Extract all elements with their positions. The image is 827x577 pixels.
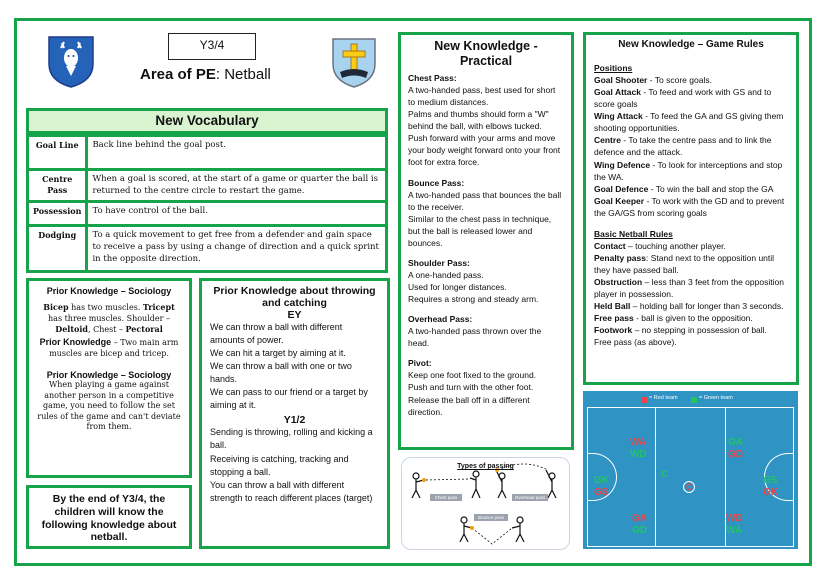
- pivot-title: Pivot:: [408, 358, 432, 369]
- court-top-line: [587, 407, 794, 408]
- y12-line: Receiving is catching, tracking and stopping a ball.: [210, 453, 349, 477]
- game-rules-box: [583, 32, 799, 385]
- practical-box: [398, 32, 574, 450]
- rule-name: Free pass: [594, 313, 634, 324]
- overhead-pass-line: A two-handed pass thrown over the head.: [408, 326, 542, 349]
- court-label-gd-right: GD: [728, 449, 743, 460]
- game-rules-heading: New Knowledge – Game Rules: [618, 39, 764, 50]
- muscles-text: [37, 302, 181, 336]
- court-label-ga-right: GA: [728, 437, 743, 448]
- muscles-text-b: has three muscles. Shoulder –: [48, 313, 170, 323]
- position-desc: - To win the ball and stop the GA: [648, 183, 774, 194]
- shoulder-pass-line: Requires a strong and steady arm.: [408, 294, 539, 305]
- prior-heading-2: Prior Knowledge: [39, 336, 112, 347]
- prior-rules-text: When playing a game against another person in a competitive game, you need to follow the set rules of the game and can't deviate from them.: [37, 380, 181, 432]
- bounce-pass-section: [408, 177, 564, 249]
- position-item: [594, 74, 788, 86]
- passing-image-title: Types of passing: [457, 463, 514, 470]
- shoulder-pass-title: Shoulder Pass:: [408, 257, 470, 268]
- rule-desc: – no stepping in possession of ball.: [632, 325, 767, 336]
- legend-red-label: = Red team: [649, 395, 678, 401]
- ey-line: We can throw a ball with one or two hands.: [210, 361, 352, 385]
- court-label-c-red: C: [686, 482, 693, 492]
- position-item: [594, 86, 788, 110]
- overhead-pass-title: Overhead Pass:: [408, 314, 473, 325]
- vocab-term: Centre Pass: [28, 170, 87, 202]
- rule-item: [594, 300, 788, 312]
- chest-pass-line: A two-handed pass, best used for short to medium distances.: [408, 85, 556, 108]
- practical-heading: New Knowledge - Practical: [434, 39, 538, 68]
- church-crest-icon: [330, 36, 378, 88]
- pivot-line: Release the ball off in a different direction.: [408, 394, 530, 417]
- rule-desc: – touching another player.: [625, 240, 726, 251]
- rule-item: [594, 336, 788, 348]
- prior-muscles: [37, 337, 181, 359]
- passing-types-image: [401, 457, 570, 550]
- shoulder-pass-line: Used for longer distances.: [408, 282, 507, 292]
- court-third-line-left: [655, 407, 656, 547]
- bounce-pass-label: Bounce pass: [477, 515, 505, 520]
- bounce-pass-title: Bounce Pass:: [408, 177, 465, 188]
- position-item: [594, 159, 788, 183]
- legend-green-swatch: [691, 397, 697, 403]
- title-rest: : Netball: [215, 66, 271, 83]
- rule-name: Penalty pass: [594, 252, 646, 263]
- shoulder-pass-section: [408, 257, 564, 305]
- legend-green-label: = Green team: [699, 395, 733, 401]
- shoulder-pass-line: A one-handed pass.: [408, 269, 484, 280]
- chest-pass-line: Push forward with your arms and move your body weight forward onto your front foot for extra force.: [408, 133, 561, 168]
- y12-line: You can throw a ball with different strength to reach different places (target): [210, 479, 373, 503]
- rule-desc: Free pass (as above).: [594, 337, 677, 348]
- muscles-text-c: , Chest –: [88, 325, 126, 335]
- position-desc: - To work with the GD and to prevent the GA/GS from scoring goals: [594, 195, 785, 218]
- title-bold: Area of PE: [140, 66, 216, 83]
- muscles-text-a: has two muscles.: [68, 303, 143, 312]
- prior-sociology-heading-3: Prior Knowledge – Sociology: [46, 370, 172, 381]
- school-crest-icon: [46, 34, 96, 88]
- netball-court-diagram: [583, 391, 798, 549]
- term-bicep: Bicep: [43, 302, 69, 312]
- overhead-pass-label: Overhead pass: [514, 495, 546, 500]
- vocab-row: [28, 226, 387, 272]
- ey-line: We can hit a target by aiming at it.: [210, 348, 346, 359]
- position-name: Goal Shooter: [594, 75, 648, 86]
- end-of-year-box: By the end of Y3/4, the children will know the following knowledge about netball.: [26, 485, 192, 549]
- ey-line: We can throw a ball with different amounts of power.: [210, 322, 343, 346]
- prior-throwing-heading: Prior Knowledge about throwing and catching: [213, 285, 376, 309]
- position-desc: - To feed and work with GS and to score goals: [594, 87, 772, 110]
- position-name: Wing Attack: [594, 111, 643, 122]
- vocabulary-table: [26, 134, 388, 273]
- year-box: Y3/4: [168, 33, 256, 60]
- chest-pass-label: Chest pass: [434, 495, 458, 500]
- pivot-line: Push and turn with the other foot.: [408, 382, 534, 393]
- rules-title: Basic Netball Rules: [594, 228, 673, 239]
- term-deltoid: Deltoid: [55, 324, 88, 335]
- page-title: [140, 66, 271, 83]
- passing-figures-icon: [402, 458, 570, 550]
- overhead-pass-section: [408, 313, 564, 349]
- rule-name: Held Ball: [594, 301, 631, 312]
- position-name: Goal Keeper: [594, 195, 645, 206]
- term-pectoral: Pectoral: [125, 324, 163, 335]
- position-name: Goal Defence: [594, 183, 649, 194]
- rule-desc: – less than 3 feet from the opposition player in possession.: [594, 277, 784, 300]
- rule-name: Footwork: [594, 325, 633, 336]
- y12-line: Sending is throwing, rolling and kicking a ball.: [210, 427, 373, 451]
- position-name: Wing Defence: [594, 159, 651, 170]
- prior-throwing-box: [199, 278, 390, 549]
- vocab-row: [28, 136, 387, 170]
- position-item: [594, 134, 788, 158]
- pivot-line: Keep one foot fixed to the ground.: [408, 370, 537, 381]
- y12-label: Y1/2: [283, 414, 306, 427]
- rule-item: [594, 240, 788, 252]
- court-label-c-green: C: [661, 469, 668, 479]
- vocab-definition: To a quick movement to get free from a defender and gain space to receive a pass by using a change of direction and a quick sprint in the opposite direction.: [87, 226, 387, 272]
- rule-item: [594, 252, 788, 276]
- position-item: [594, 195, 788, 219]
- pivot-section: [408, 357, 564, 417]
- vocab-term: Dodging: [28, 226, 87, 272]
- court-label-wa-right: WA: [726, 525, 743, 536]
- vocab-term: Possession: [28, 202, 87, 226]
- bounce-pass-line: Similar to the chest pass in technique, but the ball is released lower and bounces.: [408, 213, 552, 248]
- legend-red-swatch: [641, 397, 647, 403]
- chest-pass-title: Chest Pass:: [408, 73, 457, 83]
- position-desc: - To score goals.: [647, 75, 712, 86]
- court-label-wa: WA: [630, 437, 647, 448]
- rule-desc: - ball is given to the opposition.: [633, 313, 753, 324]
- position-desc: - To take the centre pass and to link the defence and the attack.: [594, 135, 772, 158]
- ey-line: We can pass to our friend or a target by aiming at it.: [210, 387, 368, 411]
- rule-desc: – holding ball for longer than 3 seconds.: [630, 301, 784, 312]
- rule-name: Contact: [594, 240, 626, 251]
- positions-title: Positions: [594, 63, 633, 73]
- vocab-definition: To have control of the ball.: [87, 202, 387, 226]
- ey-label: EY: [287, 309, 302, 322]
- court-label-gs: GS: [594, 487, 609, 498]
- court-label-gs-right: GS: [763, 475, 778, 486]
- chest-pass-section: [408, 72, 564, 169]
- prior-muscles-text: – Two main arm muscles are bicep and tricep.: [49, 337, 179, 358]
- vocabulary-heading: New Vocabulary: [26, 108, 388, 134]
- term-tricep: Tricept: [142, 302, 175, 312]
- vocab-definition: Back line behind the goal post.: [87, 136, 387, 170]
- court-label-wd-right: WD: [726, 513, 743, 524]
- court-label-gk: GK: [594, 475, 609, 486]
- court-label-ga: GA: [632, 513, 647, 524]
- prior-sociology-box: [26, 278, 192, 478]
- position-desc: - To look for interceptions and stop the WA.: [594, 159, 783, 182]
- rule-desc: : Stand next to the opposition until they have passed ball.: [594, 252, 775, 275]
- court-label-wd: WD: [630, 449, 647, 460]
- position-name: Goal Attack: [594, 87, 641, 98]
- rule-item: [594, 324, 788, 336]
- court-label-gk-right: GK: [763, 487, 778, 498]
- vocab-row: [28, 170, 387, 202]
- vocab-definition: When a goal is scored, at the start of a game or quarter the ball is returned to the centre circle to restart the game.: [87, 170, 387, 202]
- position-desc: - To feed the GA and GS giving them shooting opportunities.: [594, 111, 784, 134]
- rule-name: Obstruction: [594, 277, 643, 288]
- chest-pass-line: Palms and thumbs should form a "W" behind the ball, with elbows tucked.: [408, 109, 549, 132]
- position-name: Centre: [594, 135, 621, 146]
- bounce-pass-line: A two-handed pass that bounces the ball to the receiver.: [408, 189, 562, 212]
- position-item: [594, 110, 788, 134]
- rule-item: [594, 276, 788, 300]
- court-bottom-line: [587, 546, 794, 547]
- court-label-gd: GD: [632, 525, 647, 536]
- position-item: [594, 183, 788, 195]
- prior-sociology-heading: Prior Knowledge – Sociology: [46, 286, 172, 296]
- rule-item: [594, 312, 788, 324]
- vocab-row: [28, 202, 387, 226]
- vocab-term: Goal Line: [28, 136, 87, 170]
